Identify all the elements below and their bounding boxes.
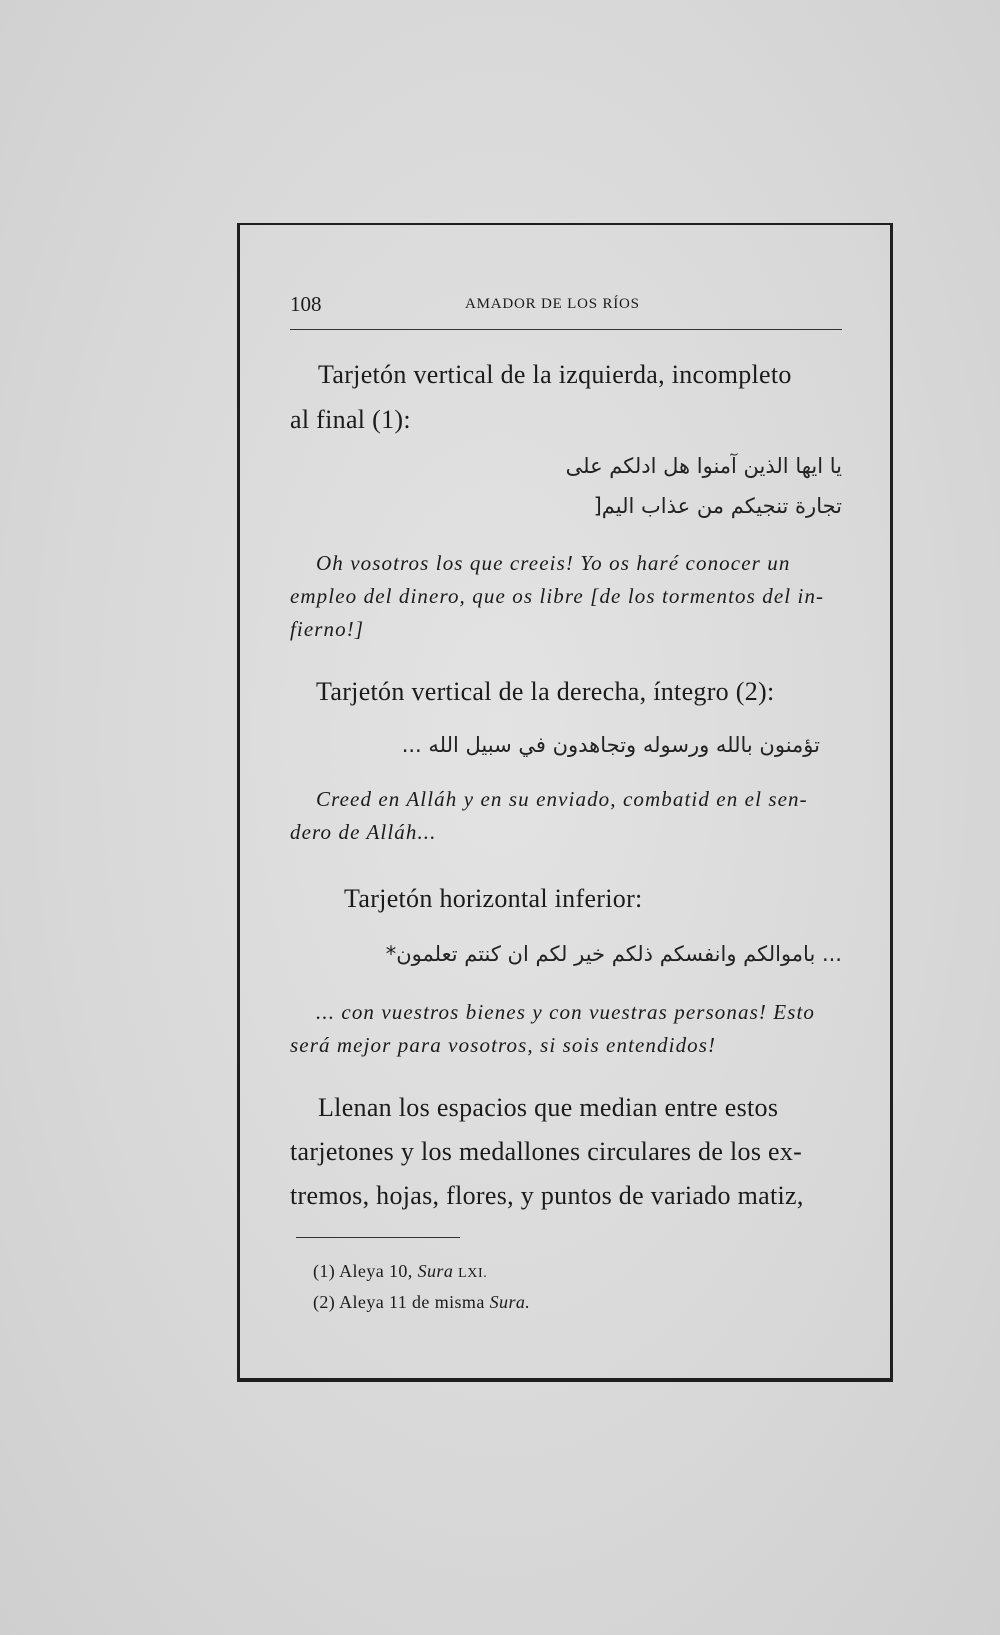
- header-rule: [290, 329, 842, 330]
- section-3-heading: Tarjetón horizontal inferior:: [344, 884, 643, 913]
- footnote-1-sura: Sura: [417, 1261, 454, 1281]
- footnote-1-mark: (1): [313, 1261, 336, 1281]
- section-2-arabic: تؤمنون بالله ورسوله وتجاهدون في سبيل الله ...: [401, 733, 820, 757]
- section-1-heading-line-1: Tarjetón vertical de la izquierda, incompleto: [318, 360, 792, 389]
- section-1-translation-line-2: empleo del dinero, que os libre [de los tormentos del in-: [290, 584, 825, 608]
- footnote-1: [313, 1261, 487, 1282]
- footnote-2-text: Aleya 11 de misma: [339, 1292, 485, 1312]
- section-1-heading-line-2: al final (1):: [290, 405, 411, 434]
- section-1-arabic-line-2: تجارة تنجيكم من عذاب اليم[: [593, 494, 842, 518]
- section-2-heading: Tarjetón vertical de la derecha, íntegro (2):: [316, 677, 775, 706]
- section-3-translation-line-1: ... con vuestros bienes y con vuestras personas! Esto: [316, 1000, 816, 1024]
- paragraph-line-2: tarjetones y los medallones circulares de los ex-: [290, 1137, 803, 1166]
- section-1-translation-line-1: Oh vosotros los que creeis! Yo os haré conocer un: [316, 551, 791, 575]
- paragraph-line-3: tremos, hojas, flores, y puntos de variado matiz,: [290, 1181, 804, 1210]
- section-1-arabic-line-1: يا ايها الذين آمنوا هل ادلكم على: [565, 454, 842, 478]
- section-3-arabic: ... باموالكم وانفسكم ذلكم خير لكم ان كنتم تعلمون*: [385, 942, 842, 966]
- section-2-translation-line-1: Creed en Alláh y en su enviado, combatid en el sen-: [316, 787, 808, 811]
- section-3-translation-line-2: será mejor para vosotros, si sois entendidos!: [290, 1033, 717, 1057]
- footnote-2: [313, 1292, 530, 1313]
- running-title: AMADOR DE LOS RÍOS: [465, 296, 640, 312]
- footnote-2-mark: (2): [313, 1292, 336, 1312]
- footnote-2-sura: Sura.: [489, 1292, 531, 1312]
- section-1-translation-line-3: fierno!]: [290, 617, 365, 641]
- footnote-1-text: Aleya 10,: [339, 1261, 413, 1281]
- paragraph-line-1: Llenan los espacios que median entre estos: [318, 1093, 779, 1122]
- page-number: 108: [290, 292, 322, 316]
- footnote-rule: [296, 1237, 460, 1238]
- section-2-translation-line-2: dero de Alláh...: [290, 820, 437, 844]
- footnote-1-number: LXI.: [458, 1266, 488, 1281]
